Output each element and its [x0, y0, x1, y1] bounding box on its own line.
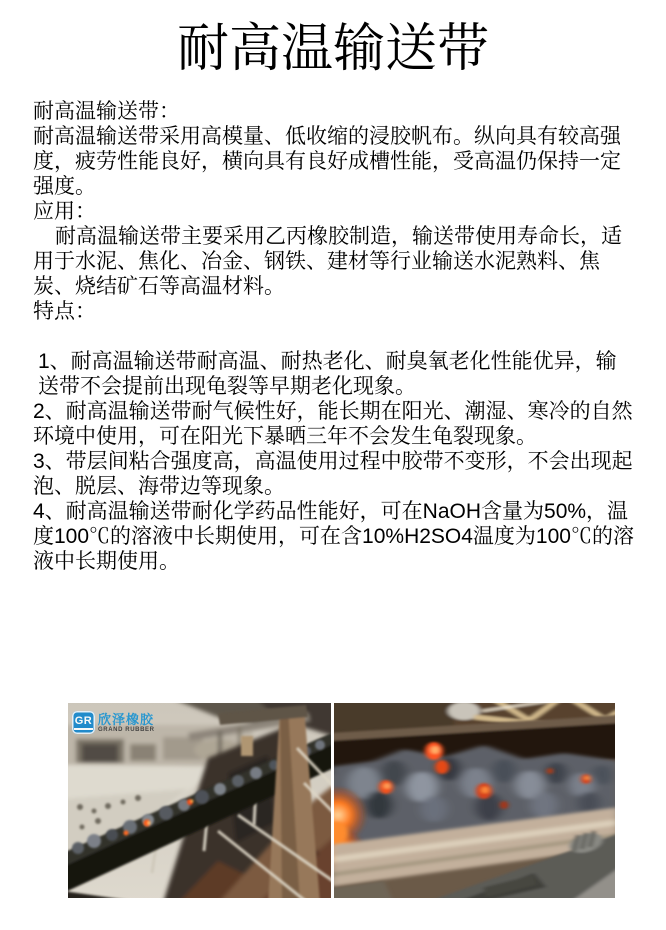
logo-watermark [72, 711, 155, 734]
logo-name-en: GRAND RUBBER [98, 727, 155, 733]
logo-text [98, 711, 155, 734]
right-photo-graphic [334, 703, 615, 898]
page-title: 耐高温输送带 [176, 20, 489, 78]
feature-item: 2、耐高温输送带耐气候性好，能长期在阳光、潮湿、寒冷的自然环境中使用，可在阳光下暴晒三年不会发生龟裂现象。 [33, 400, 633, 448]
features-label: 特点： [33, 300, 96, 323]
article-body [33, 99, 634, 574]
intro-label: 耐高温输送带： [33, 100, 180, 123]
intro-paragraph: 耐高温输送带采用高模量、低收缩的浸胶帆布。纵向具有较高强度，疲劳性能良好，横向具有良好成槽性能，受高温仍保持一定强度。 [33, 125, 621, 198]
left-photo [68, 703, 331, 898]
photo-row [68, 703, 615, 898]
feature-item: 3、带层间粘合强度高，高温使用过程中胶带不变形，不会出现起泡、脱层、海带边等现象。 [33, 450, 633, 498]
feature-item: 1、耐高温输送带耐高温、耐热老化、耐臭氧老化性能优异，输送带不会提前出现龟裂等早期老化现象。 [38, 350, 617, 398]
features-list [33, 349, 634, 574]
application-paragraph: 耐高温输送带主要采用乙丙橡胶制造，输送带使用寿命长，适用于水泥、焦化、冶金、钢铁、建材等行业输送水泥熟料、焦炭、烧结矿石等高温材料。 [33, 225, 622, 298]
application-label: 应用： [33, 200, 96, 223]
logo-name-cn: 欣泽橡胶 [98, 712, 155, 727]
logo-monogram: GR [74, 716, 94, 730]
feature-item: 4、耐高温输送带耐化学药品性能好，可在NaOH含量为50%，温度100℃的溶液中长期使用，可在含10%H2SO4温度为100℃的溶液中长期使用。 [33, 500, 634, 573]
logo-gr-badge [72, 711, 95, 734]
right-photo [334, 703, 615, 898]
